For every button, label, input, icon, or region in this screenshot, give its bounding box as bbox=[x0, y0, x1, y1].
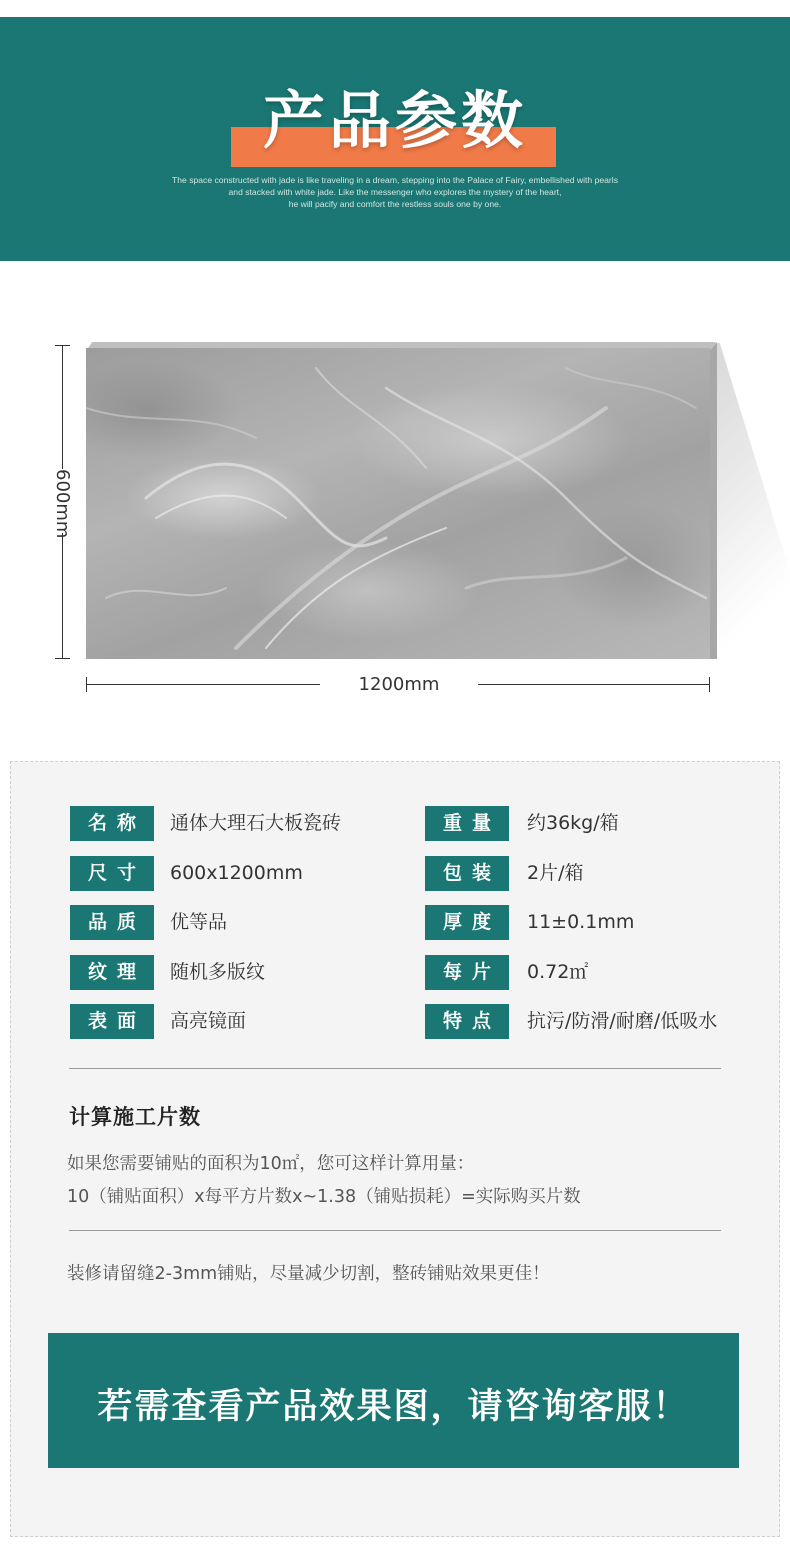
spec-value: 通体大理石大板瓷砖 bbox=[170, 812, 342, 834]
calc-line: 10（铺贴面积）x每平方片数x~1.38（铺贴损耗）=实际购买片数 bbox=[67, 1187, 581, 1207]
calc-title: 计算施工片数 bbox=[69, 1105, 201, 1129]
subtitle-line: and stacked with white jade. Like the messenger who explores the mystery of the heart, bbox=[228, 187, 562, 197]
install-note: 装修请留缝2-3mm铺贴，尽量减少切割，整砖铺贴效果更佳！ bbox=[67, 1264, 550, 1284]
spec-label: 名称 bbox=[70, 806, 154, 841]
marble-tile-image bbox=[86, 348, 710, 659]
page-title: 产品参数 bbox=[262, 84, 527, 157]
subtitle-line: he will pacify and comfort the restless souls one by one. bbox=[288, 199, 502, 209]
spec-value: 抗污/防滑/耐磨/低吸水 bbox=[527, 1010, 718, 1032]
tile-shadow bbox=[712, 343, 790, 661]
spec-panel bbox=[10, 761, 780, 1537]
spec-label: 纹理 bbox=[70, 955, 154, 990]
header-subtitle bbox=[0, 174, 790, 210]
spec-label: 包装 bbox=[425, 856, 509, 891]
spec-label: 表面 bbox=[70, 1004, 154, 1039]
spec-value: 2片/箱 bbox=[527, 862, 584, 884]
width-label: 1200mm bbox=[320, 672, 478, 698]
consult-banner bbox=[48, 1333, 739, 1468]
width-dimension-cap bbox=[709, 677, 710, 692]
consult-text: 若需查看产品效果图，请咨询客服！ bbox=[97, 1387, 690, 1427]
calc-line: 如果您需要铺贴的面积为10㎡，您可这样计算用量： bbox=[67, 1154, 475, 1174]
height-label: 600mm bbox=[49, 469, 75, 533]
spec-label: 品质 bbox=[70, 905, 154, 940]
spec-label: 尺寸 bbox=[70, 856, 154, 891]
spec-value: 600x1200mm bbox=[170, 862, 303, 884]
divider bbox=[69, 1068, 721, 1069]
spec-label: 特点 bbox=[425, 1004, 509, 1039]
height-dimension-cap bbox=[55, 658, 70, 659]
tile-side-edge bbox=[709, 342, 717, 659]
header-banner bbox=[0, 17, 790, 261]
spec-value: 11±0.1mm bbox=[527, 911, 635, 933]
width-dimension-cap bbox=[86, 677, 87, 692]
marble-veins bbox=[86, 348, 710, 659]
spec-value: 约36kg/箱 bbox=[527, 812, 619, 834]
spec-label: 厚度 bbox=[425, 905, 509, 940]
spec-value: 优等品 bbox=[170, 911, 228, 933]
spec-label: 每片 bbox=[425, 955, 509, 990]
subtitle-line: The space constructed with jade is like traveling in a dream, stepping into the Palace of Fairy, embellished with pearls bbox=[172, 175, 618, 185]
height-dimension-cap bbox=[55, 345, 70, 346]
spec-value: 随机多版纹 bbox=[170, 961, 266, 983]
divider bbox=[69, 1230, 721, 1231]
spec-label: 重量 bbox=[425, 806, 509, 841]
spec-value: 高亮镜面 bbox=[170, 1010, 247, 1032]
spec-value: 0.72㎡ bbox=[527, 961, 589, 983]
